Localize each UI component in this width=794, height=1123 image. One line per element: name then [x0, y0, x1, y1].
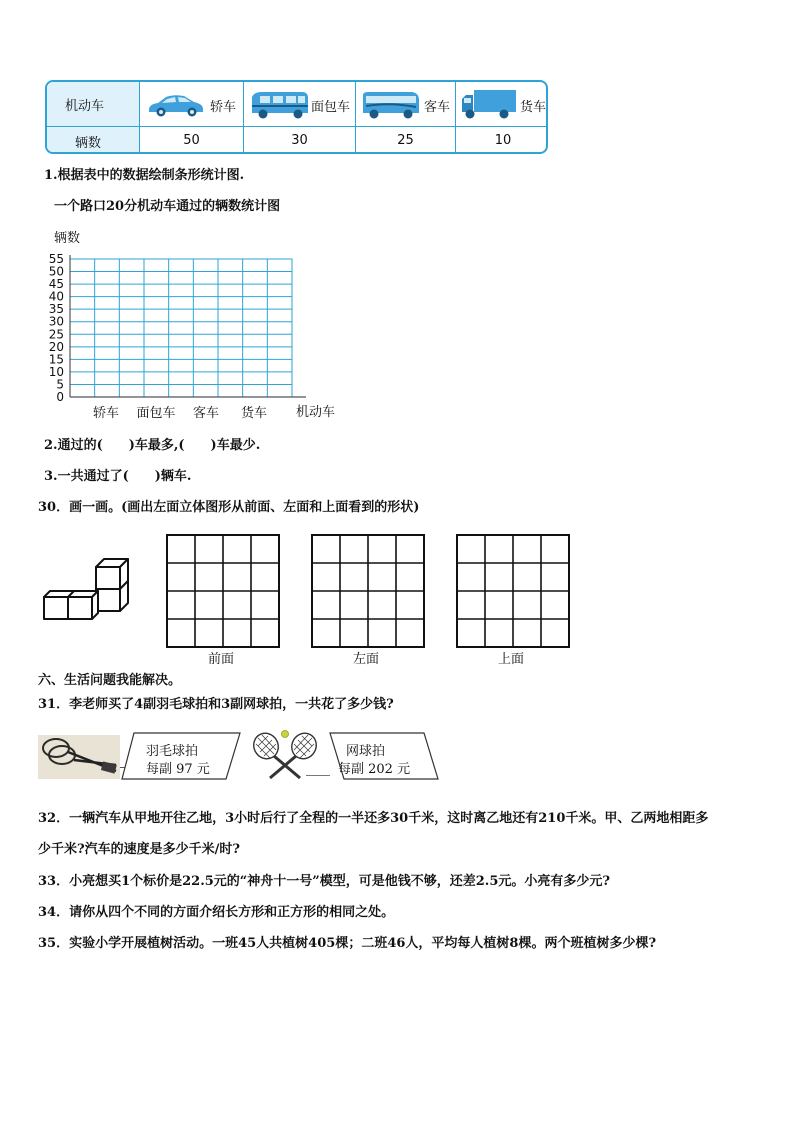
table-count-row: [47, 127, 546, 154]
y-tick-label: 10: [48, 364, 64, 379]
x-axis-label: 机动车: [296, 405, 336, 420]
q1-instruction: 1.根据表中的数据绘制条形统计图.: [44, 168, 245, 183]
y-tick-label: 20: [48, 339, 64, 354]
vehicle-cell-van: [243, 82, 355, 126]
q34-text: 34．请你从四个不同的方面介绍长方形和正方形的相同之处。: [38, 905, 395, 920]
tennis-racket-icon: [244, 730, 326, 780]
table-header-row: [47, 82, 546, 127]
count-cell-car: [139, 127, 243, 154]
chart-title: 一个路口20分机动车通过的辆数统计图: [54, 199, 281, 214]
y-tick-label: 15: [48, 352, 64, 367]
count-label-cell: [47, 127, 139, 154]
vehicle-name-car: 轿车: [210, 100, 237, 115]
count-bus: 25: [397, 133, 414, 148]
van-icon: [248, 89, 312, 121]
count-label: 辆数: [75, 136, 102, 151]
vehicle-cell-bus: [355, 82, 455, 126]
y-tick-label: 5: [56, 377, 64, 392]
bar-chart: [30, 225, 350, 425]
badminton-racket-icon: [38, 735, 120, 779]
y-tick-label: 50: [48, 264, 64, 279]
connector-line: [306, 775, 330, 776]
y-axis-label: 辆数: [54, 231, 81, 246]
vehicle-count-table: [45, 80, 548, 154]
left-view-grid[interactable]: [310, 533, 426, 649]
vehicle-cell-truck: [455, 82, 548, 126]
tennis-name: 网球拍: [346, 744, 386, 759]
count-truck: 10: [494, 133, 512, 148]
q2-text: 2.通过的( )车最多,( )车最少.: [44, 438, 261, 453]
section-6-heading: 六、生活问题我能解决。: [38, 673, 182, 688]
x-category-label: 轿车: [92, 406, 120, 421]
bus-icon: [360, 90, 422, 120]
q30-text: 30．画一画。(画出左面立体图形从前面、左面和上面看到的形状): [38, 500, 420, 515]
y-axis-ticks: [49, 252, 64, 404]
y-tick-label: 25: [48, 327, 64, 342]
badminton-name: 羽毛球拍: [146, 744, 199, 759]
left-view-label: 左面: [353, 652, 380, 667]
count-car: 50: [183, 133, 200, 148]
cube-figure-icon: [40, 555, 132, 623]
y-tick-label: 40: [48, 289, 64, 304]
vehicle-name-bus: 客车: [424, 100, 451, 115]
count-van: 30: [291, 133, 308, 148]
chart-grid: [70, 255, 306, 397]
q32-text-line1: 32．一辆汽车从甲地开往乙地，3小时后行了全程的一半还多30千米，这时离乙地还有210千米。甲、乙两地相距多: [38, 811, 709, 826]
x-category-label: 面包车: [136, 406, 176, 421]
vehicle-name-van: 面包车: [311, 100, 351, 115]
vehicle-cell-car: [139, 82, 243, 126]
count-cell-truck: [455, 127, 548, 154]
q35-text: 35．实验小学开展植树活动。一班45人共植树405棵；二班46人，平均每人植树8棵。两个班植树多少棵?: [38, 936, 657, 951]
y-tick-label: 35: [48, 302, 64, 317]
top-view-grid[interactable]: [455, 533, 571, 649]
top-view-label: 上面: [498, 652, 525, 667]
truck-icon: [460, 87, 518, 121]
q3-text: 3.一共通过了( )辆车.: [44, 469, 192, 484]
car-icon: [146, 92, 206, 118]
x-category-label: 货车: [240, 406, 268, 421]
x-category-label: 客车: [192, 406, 220, 421]
front-view-grid[interactable]: [165, 533, 281, 649]
count-cell-van: [243, 127, 355, 154]
count-cell-bus: [355, 127, 455, 154]
front-view-label: 前面: [208, 652, 235, 667]
table-header-cell: [47, 82, 139, 126]
q33-text: 33．小亮想买1个标价是22.5元的“神舟十一号”模型，可是他钱不够，还差2.5元。小亮有多少元?: [38, 874, 610, 889]
vehicle-name-truck: 货车: [520, 100, 547, 115]
tennis-price: 每副 202 元: [338, 762, 411, 777]
y-tick-label: 55: [48, 252, 64, 266]
x-axis-categories: [93, 405, 267, 421]
y-tick-label: 45: [48, 277, 64, 292]
y-tick-label: 30: [48, 314, 64, 329]
y-tick-label: 0: [56, 390, 64, 404]
q32-text-line2: 少千米?汽车的速度是多少千米/时?: [38, 842, 240, 857]
header-label: 机动车: [65, 99, 105, 114]
badminton-price: 每副 97 元: [146, 762, 210, 777]
q31-text: 31．李老师买了4副羽毛球拍和3副网球拍，一共花了多少钱?: [38, 697, 394, 712]
